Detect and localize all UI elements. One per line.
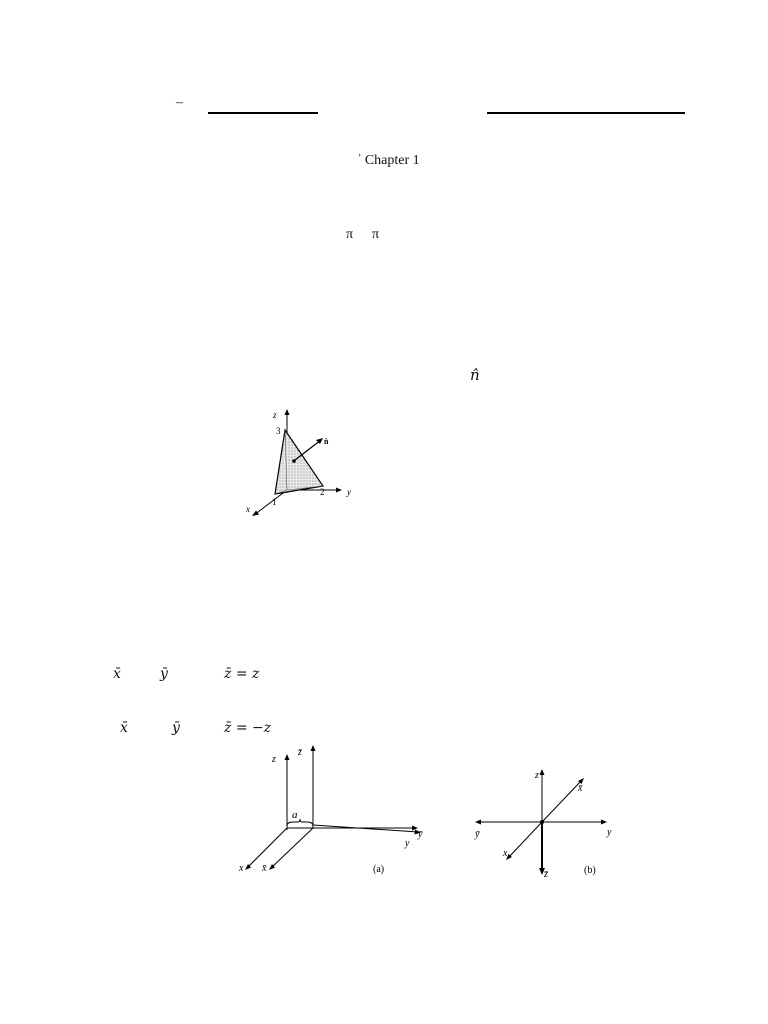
eq1-z-eq: z̄ = z bbox=[224, 666, 260, 682]
fig-b-x: x bbox=[503, 848, 508, 859]
figure-b bbox=[466, 760, 626, 885]
eq1-y-bar: ȳ bbox=[160, 666, 168, 682]
x-axis bbox=[254, 490, 287, 515]
tetra-label-n: n̂ bbox=[324, 437, 329, 446]
fig-a-z-bar: z̄ bbox=[298, 747, 302, 758]
eq1-x-bar: x̄ bbox=[113, 666, 121, 682]
z-arrowhead bbox=[285, 409, 290, 415]
x-arrowhead bbox=[252, 511, 259, 517]
fig-a-x-bar: x̄ bbox=[262, 863, 267, 874]
fig-b-y: y bbox=[607, 827, 612, 838]
fig-b-z: z bbox=[535, 770, 539, 781]
header-rule-right bbox=[487, 112, 685, 114]
tetra-label-1: 1 bbox=[272, 497, 277, 507]
chapter-heading bbox=[358, 153, 420, 169]
fig-a-caption: (a) bbox=[373, 864, 385, 875]
tetra-label-2: 2 bbox=[320, 487, 325, 497]
tetra-label-y: y bbox=[347, 487, 351, 497]
fig-b-z-bar: z̄ bbox=[544, 869, 548, 880]
tetrahedron-figure bbox=[240, 405, 370, 520]
pi-symbol-2: π bbox=[372, 227, 380, 242]
fig-a-z: z bbox=[272, 754, 276, 765]
figure-a bbox=[235, 740, 435, 880]
eq2-x-bar: x̄ bbox=[120, 720, 128, 736]
header-dash: – bbox=[176, 95, 183, 110]
eq2-y-bar: ȳ bbox=[172, 720, 180, 736]
tetra-face bbox=[275, 430, 323, 494]
chapter-mark: ’ bbox=[358, 153, 362, 164]
normal-vector-label: n̂ bbox=[470, 366, 480, 384]
tetra-label-x: x bbox=[246, 504, 250, 514]
fig-a-y-bar: ȳ bbox=[418, 829, 423, 840]
fig-b-x-bar: x̄ bbox=[578, 783, 583, 794]
fig-b-caption: (b) bbox=[584, 865, 596, 876]
y-arrowhead bbox=[336, 488, 342, 493]
fig-b-y-bar: ȳ bbox=[475, 829, 480, 840]
tetra-label-z: z bbox=[273, 410, 277, 420]
pi-symbol-1: π bbox=[346, 227, 354, 242]
fig-a-y: y bbox=[405, 838, 410, 849]
tetra-label-3: 3 bbox=[276, 426, 281, 436]
eq2-z-eq: z̄ = −z bbox=[224, 720, 272, 736]
header-rule-left bbox=[208, 112, 318, 114]
chapter-label: Chapter 1 bbox=[364, 153, 420, 168]
fig-a-x: x bbox=[239, 863, 244, 874]
fig-a-a: a bbox=[292, 809, 298, 821]
